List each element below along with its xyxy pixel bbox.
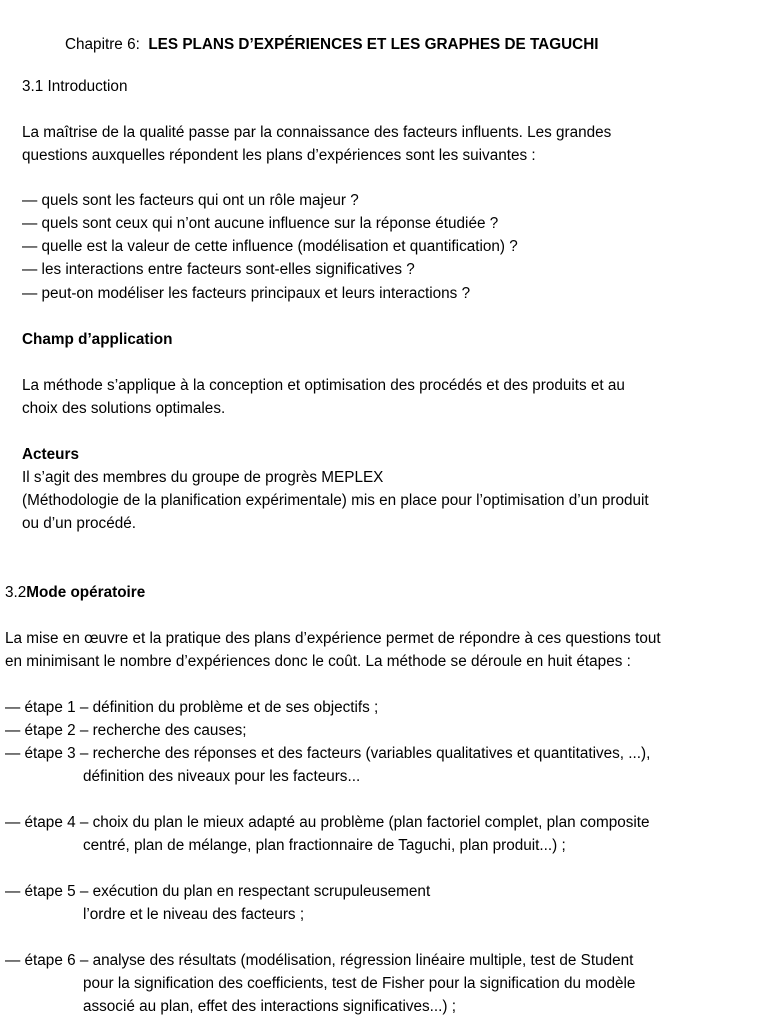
chapter-title: LES PLANS D’EXPÉRIENCES ET LES GRAPHES DE TAGUCHI	[148, 36, 599, 53]
acteurs-line-2: (Méthodologie de la planification expérimentale) mis en place pour l’optimisation d’un produit	[22, 492, 649, 509]
step-6-continued-2: associé au plan, effet des interactions significatives...) ;	[83, 998, 456, 1015]
step-2: — étape 2 – recherche des causes;	[5, 722, 247, 739]
question-3: — quelle est la valeur de cette influence (modélisation et quantification) ?	[22, 238, 518, 255]
acteurs-line-3: ou d’un procédé.	[22, 515, 136, 532]
champ-para-line-1: La méthode s’applique à la conception et optimisation des procédés et des produits et au	[22, 377, 625, 394]
mode-para-line-1: La mise en œuvre et la pratique des plans d’expérience permet de répondre à ces questions tout	[5, 630, 661, 647]
step-4-continued: centré, plan de mélange, plan fractionnaire de Taguchi, plan produit...) ;	[83, 837, 566, 854]
acteurs-line-1: Il s’agit des membres du groupe de progrès MEPLEX	[22, 469, 384, 486]
step-3-continued: définition des niveaux pour les facteurs...	[83, 768, 361, 785]
mode-heading	[5, 581, 145, 604]
mode-number: 3.2	[5, 584, 27, 601]
acteurs-heading: Acteurs	[22, 446, 79, 463]
step-1: — étape 1 – définition du problème et de ses objectifs ;	[5, 699, 379, 716]
champ-heading: Champ d’application	[22, 331, 173, 348]
step-6-continued-1: pour la signification des coefficients, test de Fisher pour la signification du modèle	[83, 975, 636, 992]
chapter-heading	[65, 33, 599, 56]
step-4: — étape 4 – choix du plan le mieux adapté au problème (plan factoriel complet, plan composite	[5, 814, 650, 831]
mode-para-line-2: en minimisant le nombre d’expériences donc le coût. La méthode se déroule en huit étapes :	[5, 653, 631, 670]
question-1: — quels sont les facteurs qui ont un rôle majeur ?	[22, 192, 359, 209]
mode-title: Mode opératoire	[26, 584, 146, 601]
intro-heading: 3.1 Introduction	[22, 78, 128, 95]
step-6: — étape 6 – analyse des résultats (modélisation, régression linéaire multiple, test de Student	[5, 952, 634, 969]
question-2: — quels sont ceux qui n’ont aucune influence sur la réponse étudiée ?	[22, 215, 499, 232]
question-4: — les interactions entre facteurs sont-elles significatives ?	[22, 261, 415, 278]
step-3: — étape 3 – recherche des réponses et des facteurs (variables qualitatives et quantitatives, ...),	[5, 745, 651, 762]
champ-para-line-2: choix des solutions optimales.	[22, 400, 226, 417]
question-5: — peut-on modéliser les facteurs principaux et leurs interactions ?	[22, 285, 471, 302]
step-5: — étape 5 – exécution du plan en respectant scrupuleusement	[5, 883, 431, 900]
intro-para-line-1: La maîtrise de la qualité passe par la connaissance des facteurs influents. Les grandes	[22, 124, 612, 141]
chapter-prefix: Chapitre 6:	[65, 36, 140, 53]
step-5-continued: l’ordre et le niveau des facteurs ;	[83, 906, 305, 923]
intro-para-line-2: questions auxquelles répondent les plans d’expériences sont les suivantes :	[22, 147, 536, 164]
